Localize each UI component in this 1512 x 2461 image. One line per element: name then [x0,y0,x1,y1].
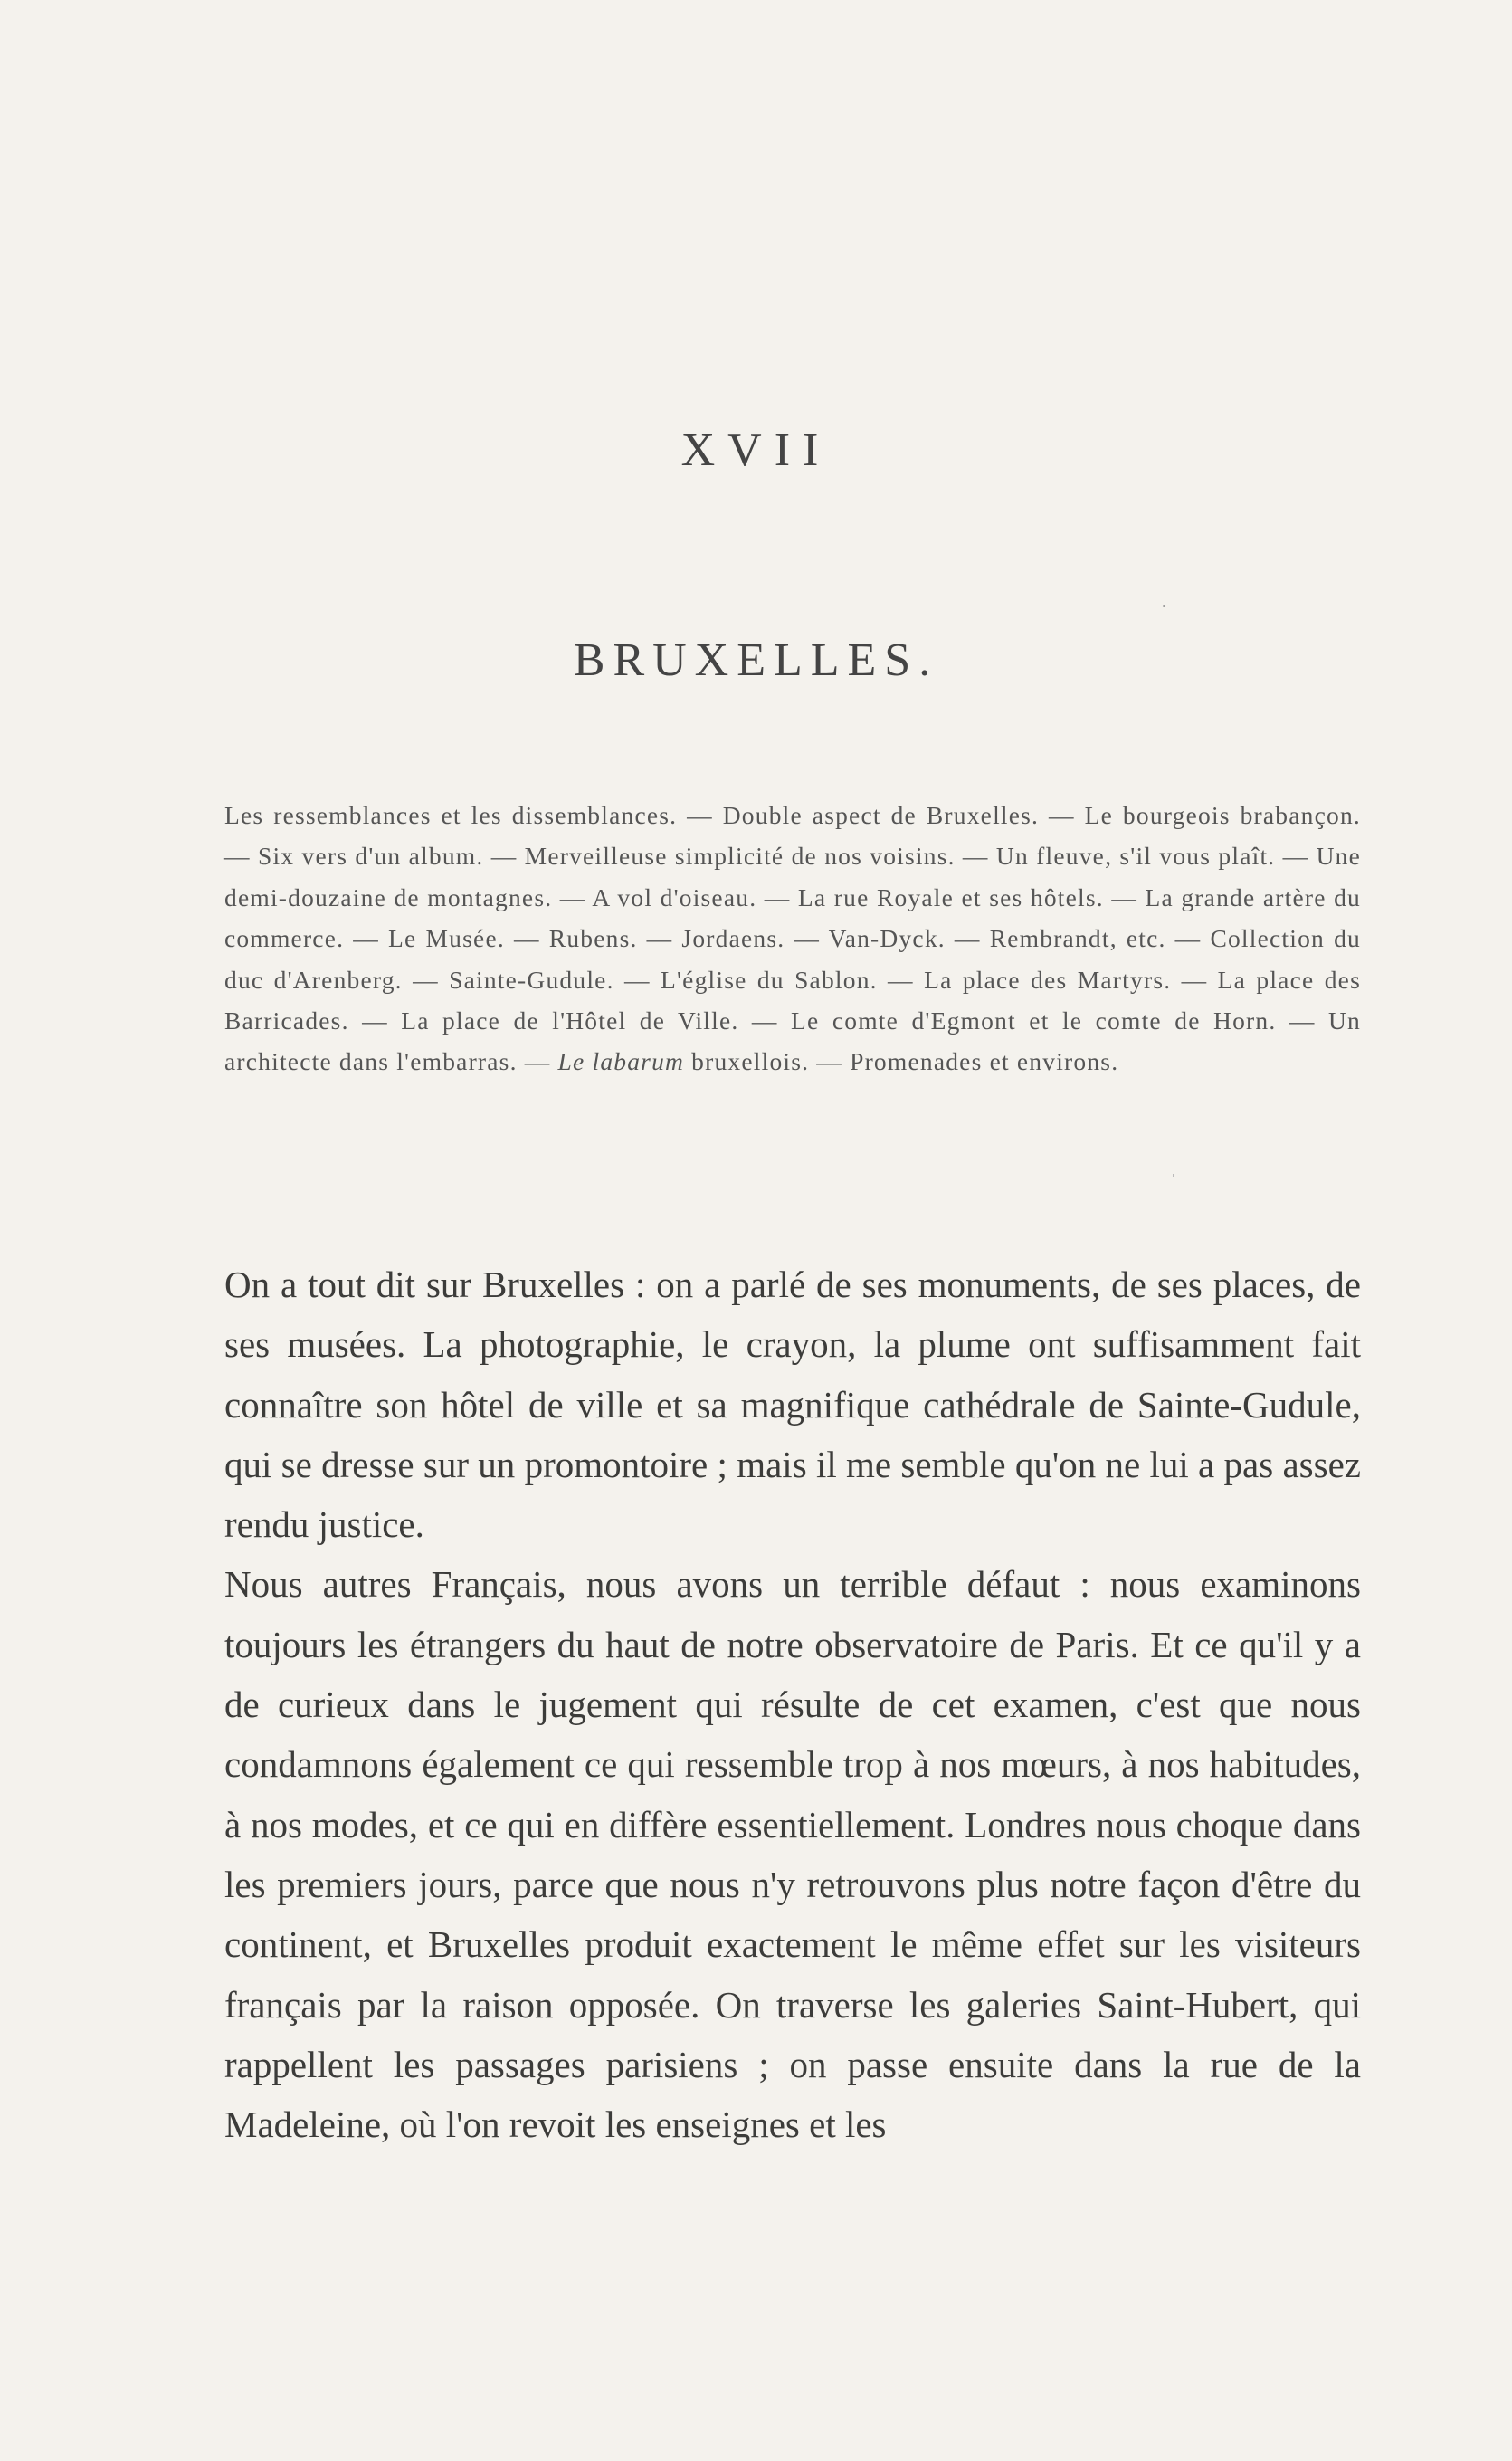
chapter-title: BRUXELLES. [573,634,939,686]
chapter-summary [224,795,1361,1083]
summary-text-part-1: Les ressemblances et les dissemblances. — Double aspect de Bruxelles. — Le bourgeois brabançon. — Six vers d'un album. — Merveilleuse simplicité de nos voisins. — Un fleuve, s'il vous plaît. — Une demi-douzaine de montagnes. — A vol d'oiseau. — La rue Royale et ses hôtels. — La grande artère du commerce. — Le Musée. — Rubens. — Jordaens. — Van-Dyck. — Rembrandt, etc. — Collection du duc d'Arenberg. — Sainte-Gudule. — L'église du Sablon. — La place des Martyrs. — La place des Barricades. — La place de l'Hôtel de Ville. — Le comte d'Egmont et le comte de Horn. — Un architecte dans l'embarras. — [224,801,1361,1076]
print-speck [1163,605,1165,607]
chapter-number: XVII [680,424,832,476]
print-speck [1173,1174,1174,1177]
summary-text [224,795,1361,1083]
paragraph: On a tout dit sur Bruxelles : on a parlé de ses monuments, de ses places, de ses musées. La photographie, le crayon, la plume ont suffisamment fait connaître son hôtel de ville et sa magnifique cathédrale de Sainte-Gudule, qui se dresse sur un promontoire ; mais il me semble qu'on ne lui a pas assez rendu justice. [224,1264,1361,1546]
summary-text-part-2: bruxellois. — Promenades et environs. [684,1047,1119,1076]
body-text [224,1254,1361,2154]
summary-italic-text: Le labarum [557,1047,685,1076]
paragraph: Nous autres Français, nous avons un terrible défaut : nous examinons toujours les étrangers du haut de notre observatoire de Paris. Et ce qu'il y a de curieux dans le jugement qui résulte de cet examen, c'est que nous condamnons également ce qui ressemble trop à nos mœurs, à nos habitudes, à nos modes, et ce qui en diffère essentiellement. Londres nous choque dans les premiers jours, parce que nous n'y retrouvons plus notre façon d'être du continent, et Bruxelles produit exactement le même effet sur les visiteurs français par la raison opposée. On traverse les galeries Saint-Hubert, qui rappellent les passages parisiens ; on passe ensuite dans la rue de la Madeleine, où l'on revoit les enseignes et les [224,1563,1361,2146]
